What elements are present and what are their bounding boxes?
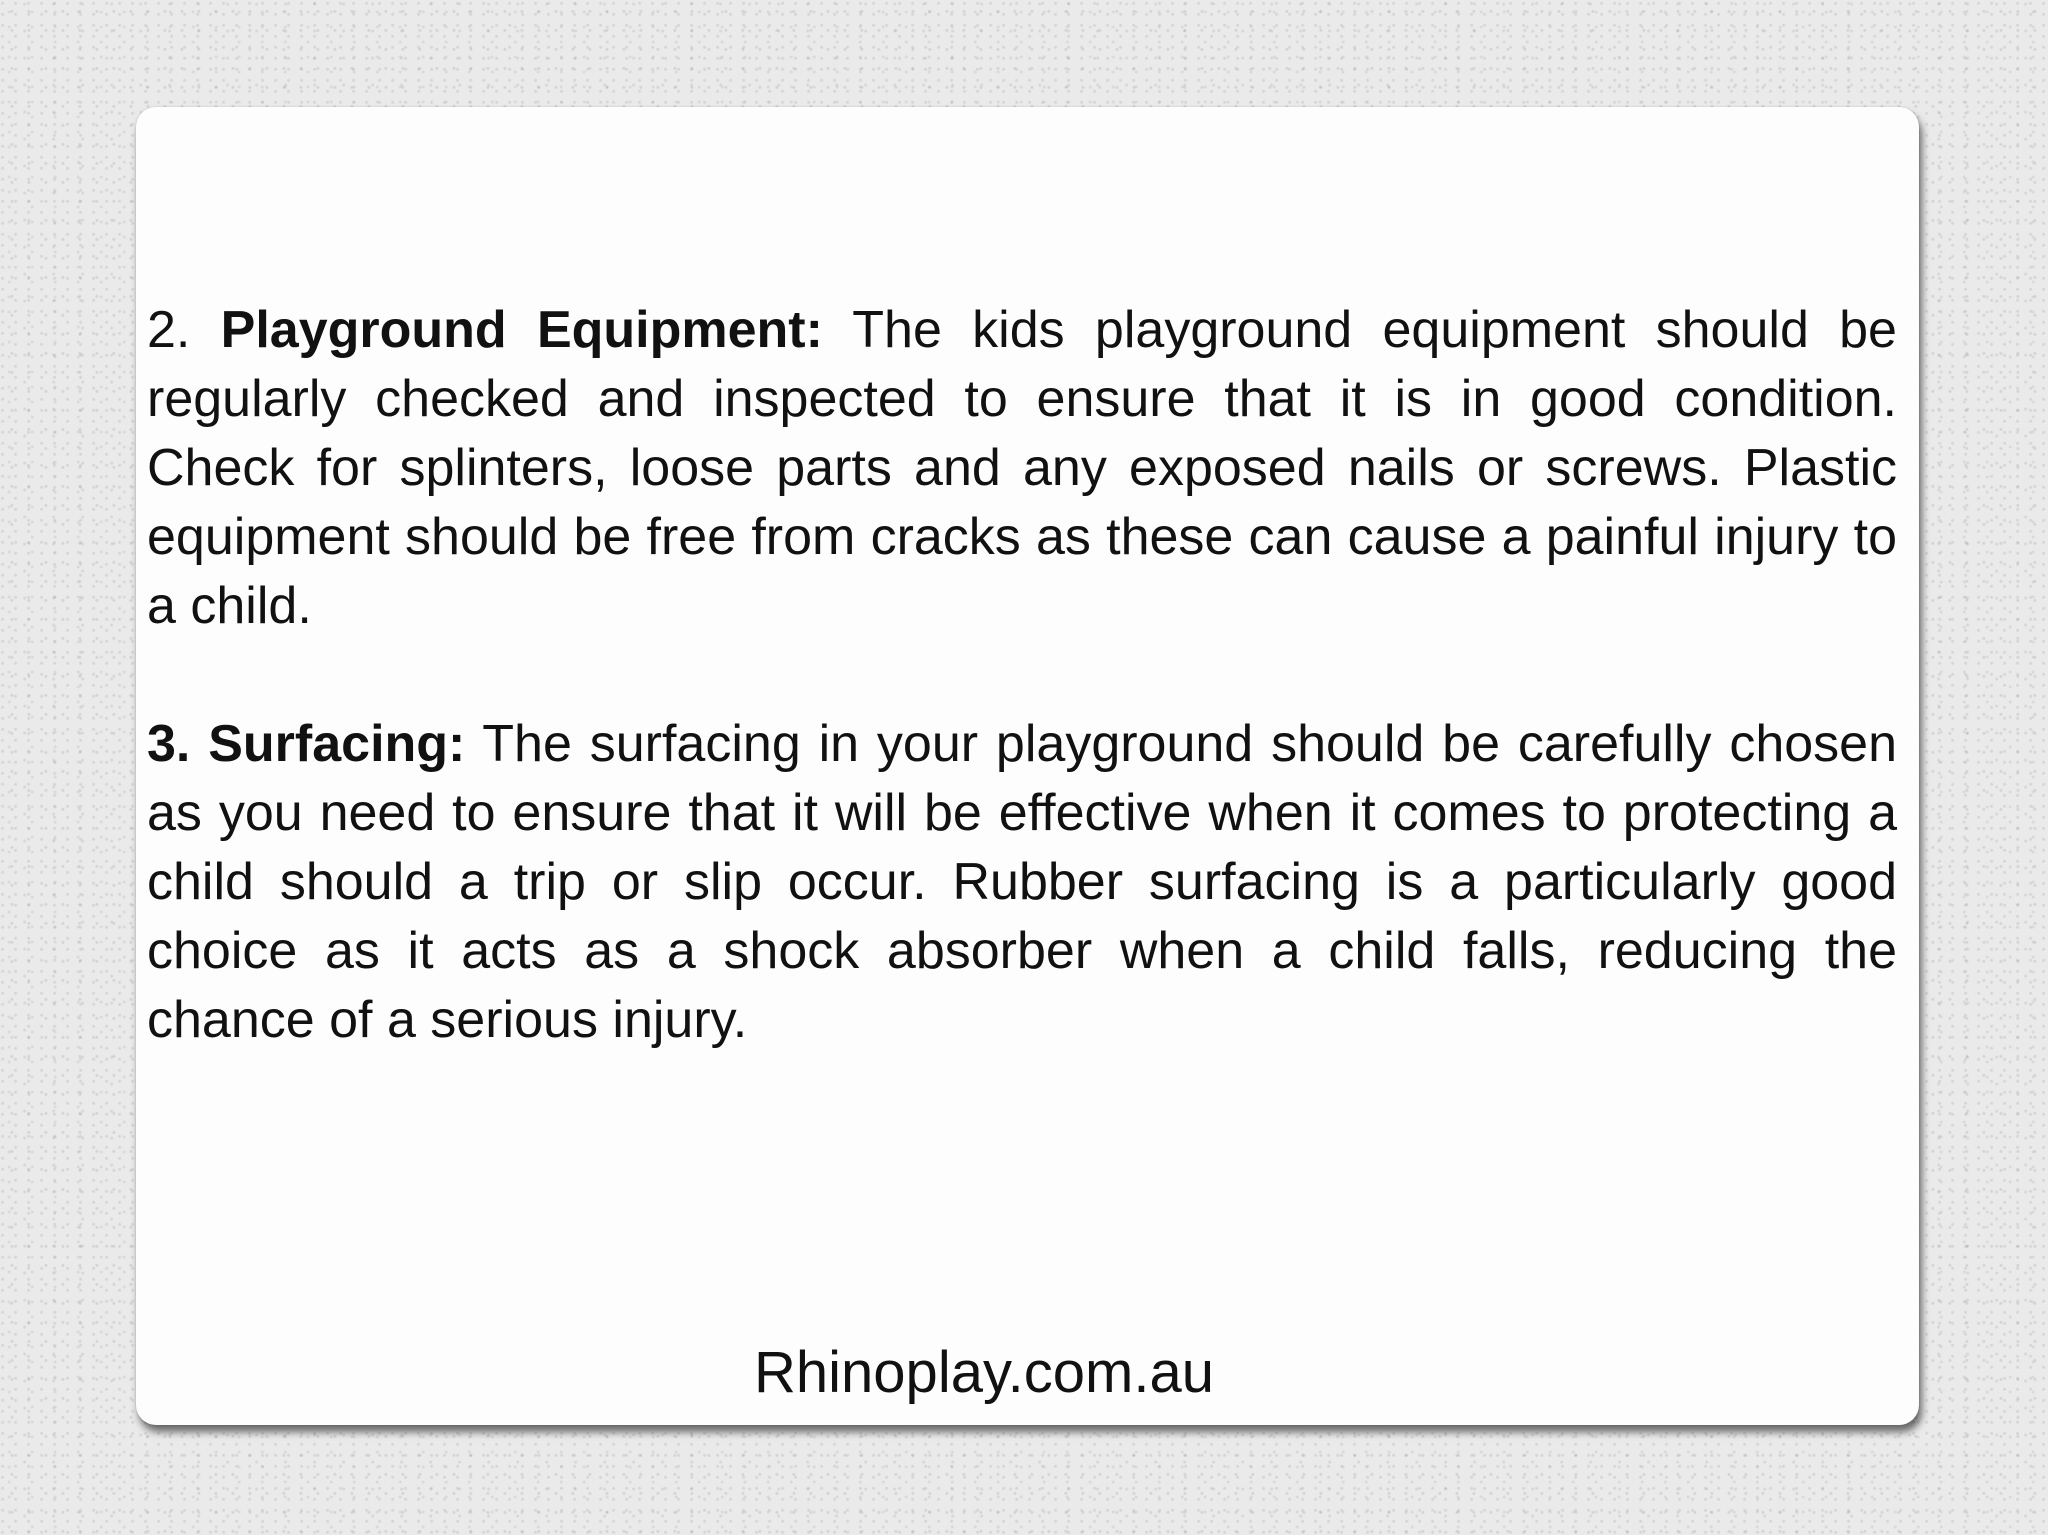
footer [0,1338,2048,1408]
document-body [147,296,1897,1055]
section-number: 2. [147,301,191,359]
section-number: 3. [147,715,191,773]
section-playground-equipment [147,296,1897,641]
section-heading: Surfacing: [208,715,466,773]
section-surfacing [147,710,1897,1055]
website-label: Rhinoplay.com.au [754,1340,1214,1405]
section-body: The surfacing in your playground should be carefully chosen as you need to ensure that it will be effective when it comes to protecting a child should a trip or slip occur. Rubber surfacing is a particularly good choice as it acts as a shock absorber when a child falls, reducing the chance of a serious injury. [147,715,1898,1049]
section-body: The kids playground equipment should be regularly checked and inspected to ensure that it is in good condition. Check for splinters, loose parts and any exposed nails or screws. Plastic equipment should be free from cracks as these can cause a painful injury to a child. [147,301,1897,635]
section-heading: Playground Equipment: [220,301,823,359]
